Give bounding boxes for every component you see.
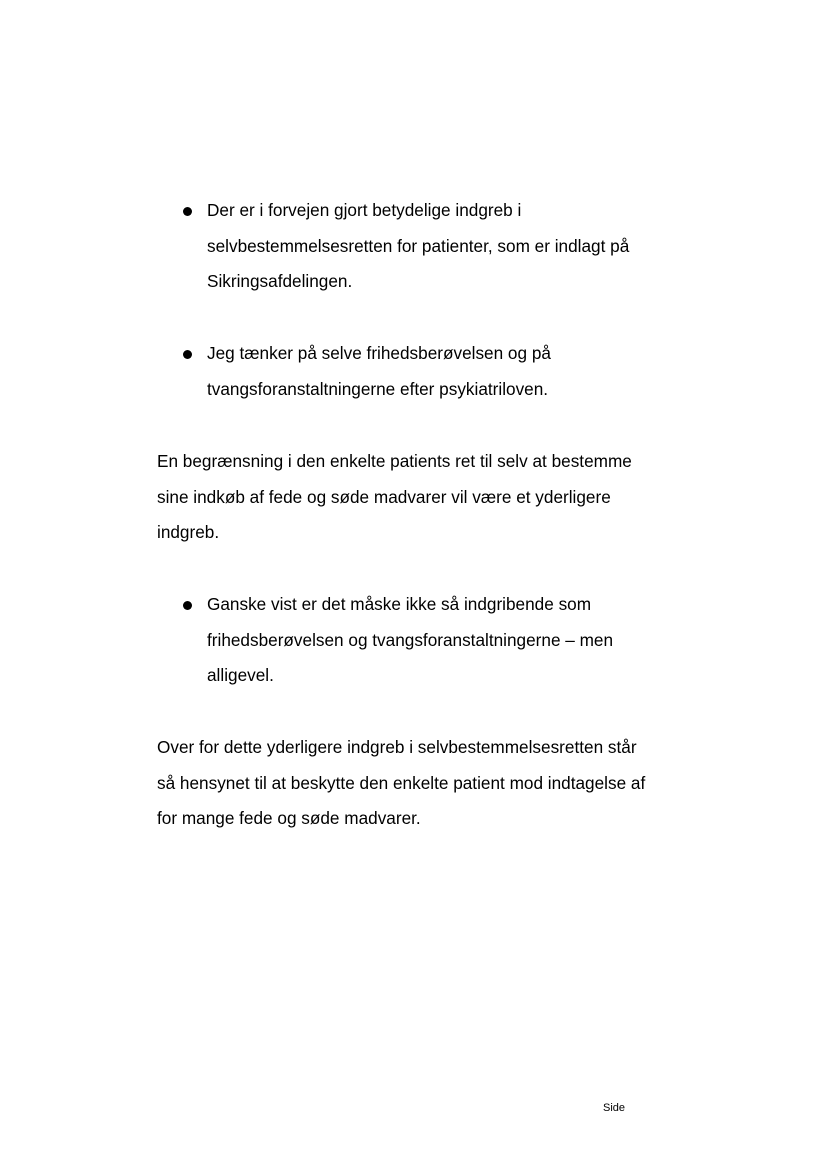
bullet-item — [207, 193, 629, 300]
text-line: så hensynet til at beskytte den enkelte patient mod indtagelse af — [157, 772, 646, 793]
text-line: Jeg tænker på selve frihedsberøvelsen og på — [207, 343, 551, 363]
text-line: Over for dette yderligere indgreb i selvbestemmelsesretten står — [157, 737, 637, 757]
bullet-icon — [183, 350, 192, 359]
text-line: Sikringsafdelingen. — [207, 271, 353, 292]
text-line: indgreb. — [157, 522, 220, 543]
paragraph — [157, 730, 645, 837]
text-line: for mange fede og søde madvarer. — [157, 808, 421, 829]
text-line: frihedsberøvelsen og tvangsforanstaltningerne – men — [207, 629, 614, 650]
text-line: Ganske vist er det måske ikke så indgribende som — [207, 594, 592, 614]
text-line: En begrænsning i den enkelte patients ret til selv at bestemme — [157, 451, 632, 471]
bullet-item — [207, 336, 551, 407]
page-footer-label: Side — [603, 1102, 626, 1114]
bullet-icon — [183, 207, 192, 216]
text-line: tvangsforanstaltningerne efter psykiatriloven. — [207, 378, 549, 399]
text-line: alligevel. — [207, 665, 274, 686]
bullet-icon — [183, 601, 192, 610]
text-line: selvbestemmelsesretten for patienter, som er indlagt på — [207, 235, 630, 256]
bullet-item — [207, 587, 613, 694]
paragraph — [157, 444, 632, 551]
text-line: Der er i forvejen gjort betydelige indgreb i — [207, 200, 522, 220]
text-line: sine indkøb af fede og søde madvarer vil være et yderligere — [157, 486, 611, 507]
